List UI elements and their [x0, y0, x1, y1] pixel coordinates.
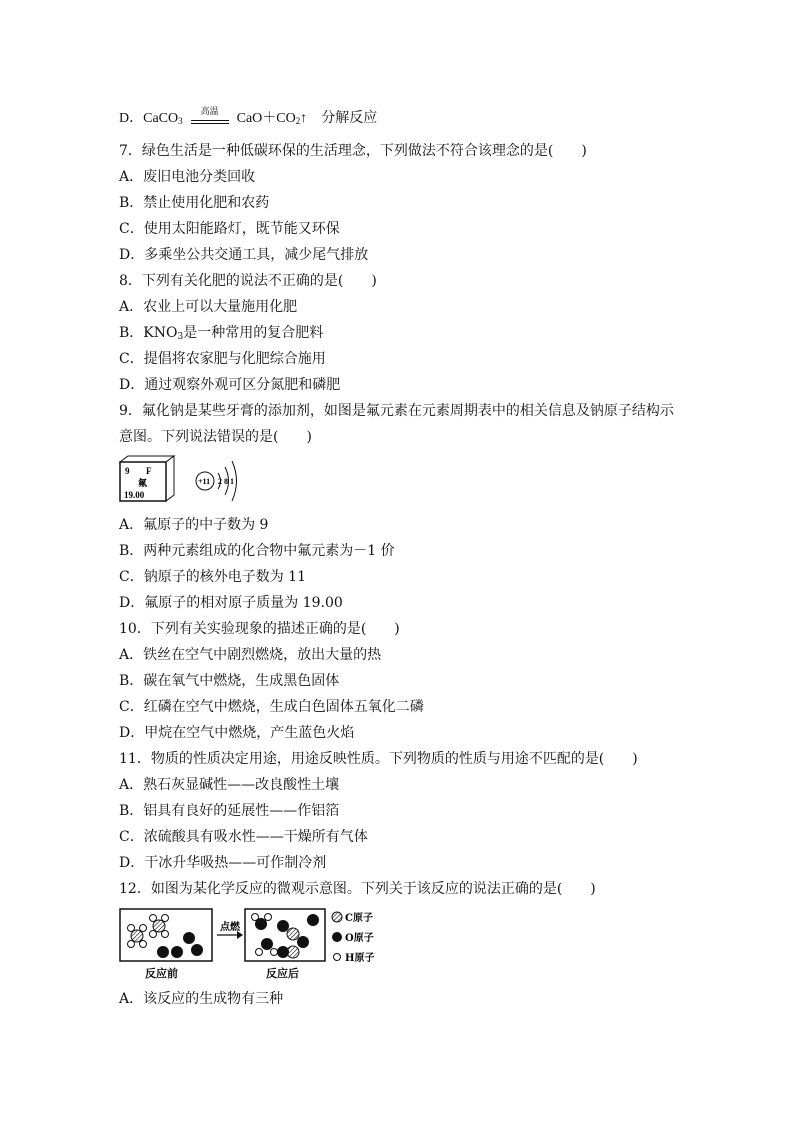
q10-option-a: A．铁丝在空气中剧烈燃烧，放出大量的热: [119, 647, 382, 663]
q9-figure: [119, 455, 249, 503]
formula-reactant: CaCO: [143, 111, 179, 126]
q9-option-c: C．钠原子的核外电子数为 11: [119, 569, 306, 585]
electron-counts: 2 8 1: [218, 477, 234, 486]
formula-products: CaO＋CO: [236, 111, 296, 126]
q7-option-c: C．使用太阳能路灯，既节能又环保: [119, 221, 340, 237]
q10-option-b: B．碳在氧气中燃烧，生成黑色固体: [119, 673, 340, 689]
nuclear-charge: +11: [198, 477, 211, 486]
q12-figure: [119, 906, 389, 984]
legend-c-swatch: [332, 912, 342, 922]
h-atom: [150, 931, 157, 938]
element-cell-side: [166, 456, 174, 501]
o-atom: [171, 946, 183, 958]
o-atom: [277, 946, 289, 958]
h-atom: [128, 925, 135, 932]
c-atom: [153, 920, 165, 932]
element-symbol: F: [146, 466, 152, 476]
o-atom: [191, 944, 203, 956]
reaction-condition: 点燃: [220, 922, 240, 933]
q6-option-d: [119, 106, 378, 128]
q9-option-d: D．氟原子的相对原子质量为 19.00: [119, 595, 343, 611]
q7-option-a: A．废旧电池分类回收: [119, 169, 256, 185]
legend-h-swatch: [334, 954, 341, 961]
q7-stem: 7．绿色生活是一种低碳环保的生活理念，下列做法不符合该理念的是( ): [119, 143, 587, 159]
atomic-mass: 19.00: [124, 490, 145, 500]
o-atom: [297, 936, 309, 948]
q11-option-b: B．铝具有良好的延展性——作铝箔: [119, 803, 340, 819]
option-text: B．KNO: [119, 325, 178, 341]
q9-option-b: B．两种元素组成的化合物中氟元素为－1 价: [119, 543, 395, 559]
h-atom: [162, 931, 169, 938]
q9-option-a: A．氟原子的中子数为 9: [119, 517, 269, 533]
legend-o-label: O原子: [345, 933, 374, 944]
h-atom: [150, 915, 157, 922]
q7-option-d: D．多乘坐公共交通工具，减少尾气排放: [119, 247, 369, 263]
h-atom: [252, 914, 259, 921]
reaction-condition: 高温: [200, 106, 219, 116]
q11-option-c: C．浓硫酸具有吸水性——干燥所有气体: [119, 829, 368, 845]
legend-c-label: C原子: [345, 913, 373, 924]
q11-option-a: A．熟石灰显碱性——改良酸性土壤: [119, 777, 340, 793]
subscript: 3: [178, 116, 183, 126]
reaction-type: 分解反应: [321, 111, 378, 126]
h-atom: [128, 941, 135, 948]
q8-option-c: C．提倡将农家肥与化肥综合施用: [119, 351, 326, 367]
gas-arrow: ↑: [300, 111, 308, 126]
legend-o-swatch: [332, 932, 342, 942]
atomic-number: 9: [125, 466, 130, 476]
q7-option-b: B．禁止使用化肥和农药: [119, 195, 270, 211]
o-atom: [277, 920, 289, 932]
q8-option-b: [119, 324, 323, 342]
q9-stem-line1: 9．氟化钠是某些牙膏的添加剂，如图是氟元素在元素周期表中的相关信息及钠原子结构示: [119, 403, 674, 419]
reaction-condition-sign: [189, 106, 231, 128]
h-atom: [265, 914, 272, 921]
option-text: 是一种常用的复合肥料: [183, 325, 324, 341]
q8-stem: 8．下列有关化肥的说法不正确的是( ): [119, 273, 377, 289]
q12-stem: 12．如图为某化学反应的微观示意图。下列关于该反应的说法正确的是( ): [119, 881, 596, 897]
c-atom: [131, 930, 143, 942]
o-atom: [261, 938, 273, 950]
o-atom: [307, 914, 319, 926]
q11-stem: 11．物质的性质决定用途，用途反映性质。下列物质的性质与用途不匹配的是( ): [119, 751, 638, 767]
before-caption: 反应前: [145, 967, 178, 980]
h-atom: [162, 915, 169, 922]
element-cell-top: [120, 456, 174, 462]
legend-h-label: H原子: [345, 953, 375, 964]
c-atom: [287, 928, 299, 940]
q11-option-d: D．干冰升华吸热——可作制冷剂: [119, 855, 327, 871]
o-atom: [157, 946, 169, 958]
q8-option-a: A．农业上可以大量施用化肥: [119, 299, 298, 315]
q10-option-d: D．甲烷在空气中燃烧，产生蓝色火焰: [119, 725, 355, 741]
q8-option-d: D．通过观察外观可区分氮肥和磷肥: [119, 377, 341, 393]
h-atom: [140, 941, 147, 948]
element-and-atom-diagram: [119, 455, 249, 503]
h-atom: [140, 925, 147, 932]
q9-stem-line2: 意图。下列说法错误的是( ): [119, 429, 312, 445]
reaction-micro-diagram: [119, 906, 389, 984]
q12-option-a: A．该反应的生成物有三种: [119, 991, 284, 1007]
q10-option-c: C．红磷在空气中燃烧，生成白色固体五氧化二磷: [119, 699, 424, 715]
h-atom: [271, 949, 278, 956]
h-atom: [256, 949, 263, 956]
o-atom: [183, 932, 195, 944]
element-name: 氟: [138, 479, 148, 489]
subscript: 3: [177, 332, 184, 342]
after-caption: 反应后: [266, 967, 299, 980]
subscript: 2: [295, 116, 301, 126]
q10-stem: 10．下列有关实验现象的描述正确的是( ): [119, 621, 400, 637]
option-label: D．: [119, 111, 144, 126]
